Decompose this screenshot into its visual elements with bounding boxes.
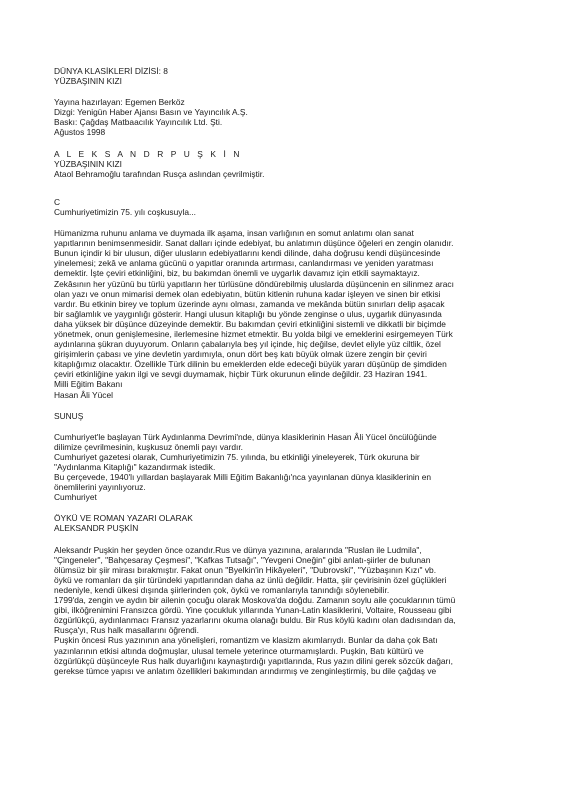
essay-line: gerekse tümce yapısı ve anlatım özellikleri bakımından arındırmış ve zenginleştirmiş, bu dile çağdaş ve <box>54 665 437 676</box>
credit-editor: Yayına hazırlayan: Egemen Berköz <box>54 97 185 108</box>
credit-date: Ağustos 1998 <box>54 127 106 138</box>
preface-line: aydınlarına şükran duyuyorum. Onların çabalarıyla beş yıl içinde, hiç değilse, devlet eliyle yüz ciltlik, özel <box>54 339 441 350</box>
essay-line: "Çingeneler", "Bahçesaray Çeşmesi", "Kafkas Tutsağı", "Yevgeni Oneğin" gibi anlatı-şiirler de bulunan <box>54 554 431 565</box>
essay-line: özgürlükçü, aydınlanmacı Fransız yazarlarını okuma olanağı buldu. Bir Rus köylü kadını olan dadısından da, <box>54 615 456 626</box>
sunus-section <box>54 411 514 503</box>
work-title: YÜZBAŞININ KIZI <box>54 158 122 169</box>
essay-line: 1799'da, zengin ve aydın bir ailenin çocuğu olarak Moskova'da doğdu. Zamanın soylu aile çocuklarının tümü <box>54 595 456 606</box>
sunus-signature: Cumhuriyet <box>54 492 97 503</box>
essay-line: yazınlarının etkisi altında doğmuşlar, ulusal temele yeterince oturmamışlardı. Puşkin, Batı kültürü ve <box>54 645 424 656</box>
sunus-line: Bu çerçevede, 1940'lı yıllardan başlayarak Milli Eğitim Bakanlığı'nca yayınlanan dünya klasiklerinin en <box>54 472 432 483</box>
dedication-text: Cumhuriyetimizin 75. yılı coşkusuyla... <box>54 206 196 217</box>
credit-typesetting: Dizgi: Yenigün Haber Ajansı Basın ve Yayıncılık A.Ş. <box>54 107 248 118</box>
preface-line: Zekâsının her yüzünü bu türlü yapıtların her türlüsüne döndürebilmiş uluslarda düşüncenin en silinmez aracı <box>54 278 454 289</box>
preface-signature-name: Hasan Âli Yücel <box>54 389 113 400</box>
sunus-line: "Aydınlanma Kitaplığı" kazandırmak istedik. <box>54 462 216 472</box>
translator-note: Ataol Behramoğlu tarafından Rusça aslından çevrilmiştir. <box>54 168 265 179</box>
preface-line: yönetmek, onun genişlemesine, ilerlemesine hizmet etmektir. Bu yolda bilgi ve emeklerini esirgemeyen Türk <box>54 328 453 339</box>
document-page <box>54 66 514 676</box>
preface-line: bir sağlamlık ve yaygınlığı gösterir. Hangi ulusun kitaplığı bu yönde zenginse o ulus, uygarlık dünyasında <box>54 308 442 319</box>
preface-line: girişimlerin çabası ve yine devletin yardımıyla, onun dört beş katı büyük olmak üzere zengin bir çeviri <box>54 349 427 360</box>
preface-line: Bunun içindir ki bir ulusun, diğer ulusların edebiyatlarını kendi dilinde, daha doğrusu kendi düşüncesinde <box>54 248 441 259</box>
sunus-line: dilimize çevrilmesinin, kuşkusuz önemli payı vardır. <box>54 441 243 452</box>
essay-section <box>54 513 514 675</box>
essay-line: Aleksandr Puşkin her şeyden önce ozandır.Rus ve dünya yazınına, aralarında "Ruslan ile Ludmila", <box>54 544 422 555</box>
credit-printing: Baskı: Çağdaş Matbaacılık Yayıncılık Ltd. Şti. <box>54 117 223 128</box>
essay-line: ölümsüz bir şiir mirası bırakmıştır. Fakat onun "Byelkin'in Hikâyeleri", "Dubrovski", "Yüzbaşının Kızı" vb. <box>54 564 437 575</box>
preface-line: yapıtlarının benimsenmesidir. Sanat dalları içinde edebiyat, bu anlatımın düşünce öğeleri en zengin olanıdır. <box>54 238 454 249</box>
preface-line: yinelemesi; zekâ ve anlama gücünü o yapıtlar oranında artırması, canlandırması ve yeniden yaratması <box>54 258 434 269</box>
essay-line: Rusça'yı, Rus halk masallarını öğrendi. <box>54 625 199 636</box>
title-block <box>54 149 514 179</box>
essay-line: gibi, ilköğrenimini Fransızca gördü. Yine çocukluk yıllarında Yunan-Latin klasiklerini, Voltaire, Rousseau gibi <box>54 605 452 616</box>
preface-line: olan yazı ve onun mimarisi demek olan edebiyatın, bütün kitlenin ruhuna kadar işleyen ve sinen bir etkisi <box>54 288 441 299</box>
preface <box>54 228 514 400</box>
preface-line: demektir. İşte çeviri etkinliğini, biz, bu bakımdan önemli ve uygarlık davamız için etkili saymaktayız. <box>54 268 420 279</box>
series-title: DÜNYA KLASİKLERİ DİZİSİ: 8 <box>54 66 168 76</box>
essay-line: öykü ve romanları da şiir türündeki yapıtlarından daha az ünlü değildir. Hatta, şiir çevirisinin özel güçlükleri <box>54 574 447 585</box>
sunus-line: Cumhuriyet gazetesi olarak, Cumhuriyetimizin 75. yılında, bu etkinliği yineleyerek, Türk okuruna bir <box>54 451 420 462</box>
author-name: A L E K S A N D R P U Ş K İ N <box>54 148 243 159</box>
dedication-letter: C <box>54 196 61 207</box>
preface-signature-role: Milli Eğitim Bakanı <box>54 379 123 390</box>
essay-line: özgürlükçü düşünceyle Rus halk duyarlığını kaynaştırdığı yapıtlarında, Rus yazın dilini gerek sözcük dağarı, <box>54 655 453 666</box>
credits <box>54 97 514 137</box>
sunus-line: önemlilerini yayınlıyoruz. <box>54 482 146 493</box>
essay-line: Puşkin öncesi Rus yazınının ana yönelişleri, romantizm ve klasizm akımlarıydı. Bunlar da daha çok Batı <box>54 635 438 646</box>
essay-subheading: ALEKSANDR PUŞKİN <box>54 523 139 534</box>
sunus-line: Cumhuriyet'le başlayan Türk Aydınlanma Devrimi'nde, dünya klasiklerinin Hasan Âli Yücel öncülüğünde <box>54 431 437 442</box>
preface-line: daha yüksek bir düşünce düzeyinde demektir. Bu bakımdan çeviri etkinliğini sistemli ve dikkatli bir biçimde <box>54 318 446 329</box>
preface-line: vardır. Bu etkinin birey ve toplum üzerinde aynı olması, zamanda ve mekânda bütün sınırları delip aşacak <box>54 298 445 309</box>
preface-line: çeviri etkinliğine yakın ilgi ve sevgi duymamak, hiçbir Türk okurunun elinde değildir. 23 Haziran 1941. <box>54 369 428 380</box>
series-header <box>54 66 514 86</box>
dedication <box>54 197 514 217</box>
preface-line: kitaplığımız olacaktır. Özellikle Türk dilinin bu emeklerden elde edeceği büyük yararı düşünüp de şimdiden <box>54 359 447 370</box>
essay-heading: ÖYKÜ VE ROMAN YAZARI OLARAK <box>54 513 193 524</box>
book-title: YÜZBAŞININ KIZI <box>54 76 122 87</box>
preface-line: Hümanizma ruhunu anlama ve duymada ilk aşama, insan varlığının en somut anlatımı olan sanat <box>54 228 414 239</box>
sunus-heading: SUNUŞ <box>54 410 84 421</box>
essay-line: nedeniyle, kendi ülkesi dışında şiirlerinden çok, öykü ve romanlarıyla tanındığı söylenebilir. <box>54 584 390 595</box>
